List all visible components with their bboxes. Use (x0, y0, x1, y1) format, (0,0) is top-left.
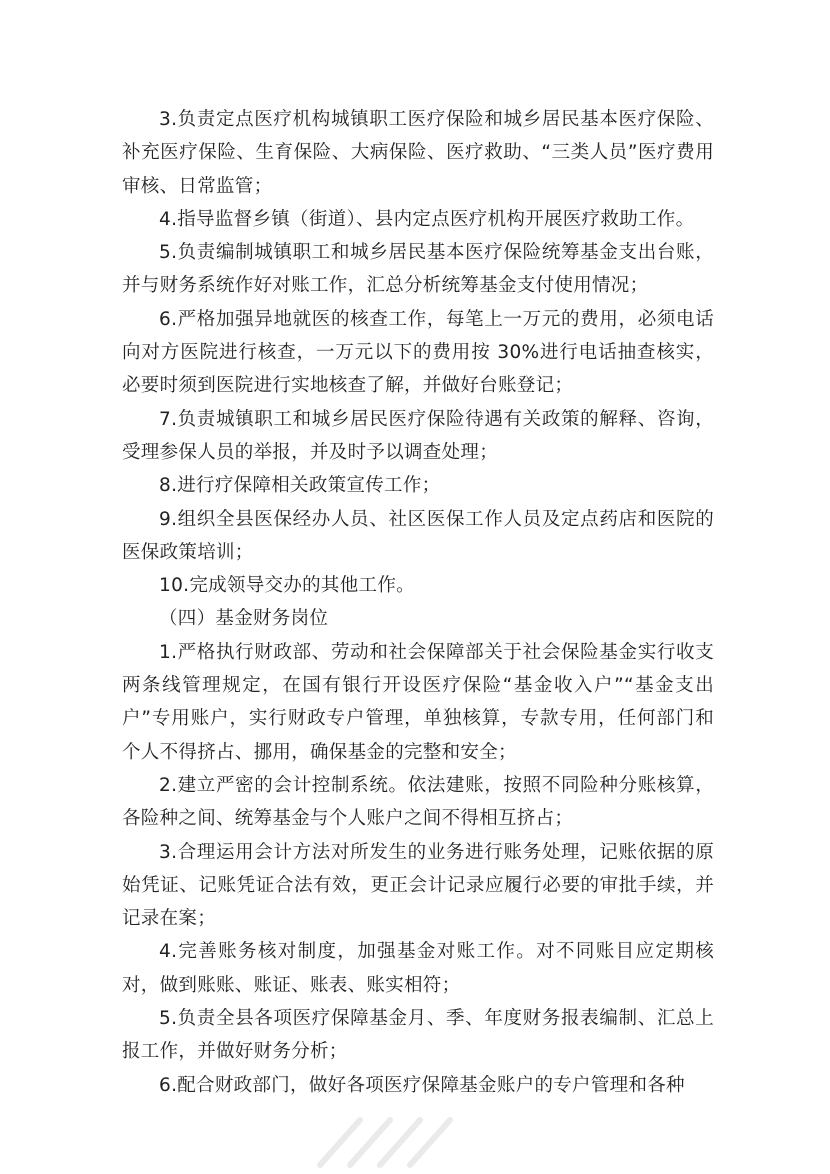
paragraph: 3.合理运用会计方法对所发生的业务进行账务处理，记账依据的原始凭证、记账凭证合法有效，更正会计记录应履行必要的审批手续，并记录在案； (122, 841, 714, 930)
document-body (122, 103, 714, 1102)
section-heading: （四）基金财务岗位 (159, 608, 329, 630)
paragraph: 8.进行疗保障相关政策宣传工作； (159, 475, 441, 497)
paragraph: 6.配合财政部门，做好各项医疗保障基金账户的专户管理和各种 (159, 1074, 685, 1096)
paragraph: 4.指导监督乡镇（街道）、县内定点医疗机构开展医疗救助工作。 (159, 208, 695, 230)
paragraph: 5.负责编制城镇职工和城乡居民基本医疗保险统筹基金支出台账，并与财务系统作好对账工作，汇总分析统筹基金支付使用情况； (122, 242, 714, 297)
paragraph: 6.严格加强异地就医的核查工作，每笔上一万元的费用，必须电话向对方医院进行核查，一万元以下的费用按 30%进行电话抽查核实，必要时须到医院进行实地核查了解，并做好台账登记； (122, 308, 714, 397)
paragraph: 10.完成领导交办的其他工作。 (159, 575, 415, 597)
paragraph: 1.严格执行财政部、劳动和社会保障部关于社会保险基金实行收支两条线管理规定，在国有银行开设医疗保险“基金收入户”“基金支出户”专用账户，实行财政专户管理，单独核算，专款专用，任何部门和个人不得挤占、挪用，确保基金的完整和安全； (122, 641, 714, 763)
paragraph: 4.完善账务核对制度，加强基金对账工作。对不同账目应定期核对，做到账账、账证、账表、账实相符； (122, 941, 714, 996)
paragraph: 3.负责定点医疗机构城镇职工医疗保险和城乡居民基本医疗保险、补充医疗保险、生育保险、大病保险、医疗救助、“三类人员”医疗费用审核、日常监管； (122, 109, 714, 197)
paragraph: 5.负责全县各项医疗保障基金月、季、年度财务报表编制、汇总上报工作，并做好财务分析； (122, 1008, 714, 1063)
watermark-graphic (300, 1110, 460, 1170)
paragraph: 7.负责城镇职工和城乡居民医疗保险待遇有关政策的解释、咨询，受理参保人员的举报，并及时予以调查处理； (122, 408, 714, 463)
paragraph: 9.组织全县医保经办人员、社区医保工作人员及定点药店和医院的医保政策培训； (122, 508, 714, 563)
paragraph: 2.建立严密的会计控制系统。依法建账，按照不同险种分账核算，各险种之间、统筹基金与个人账户之间不得相互挤占； (122, 774, 714, 830)
